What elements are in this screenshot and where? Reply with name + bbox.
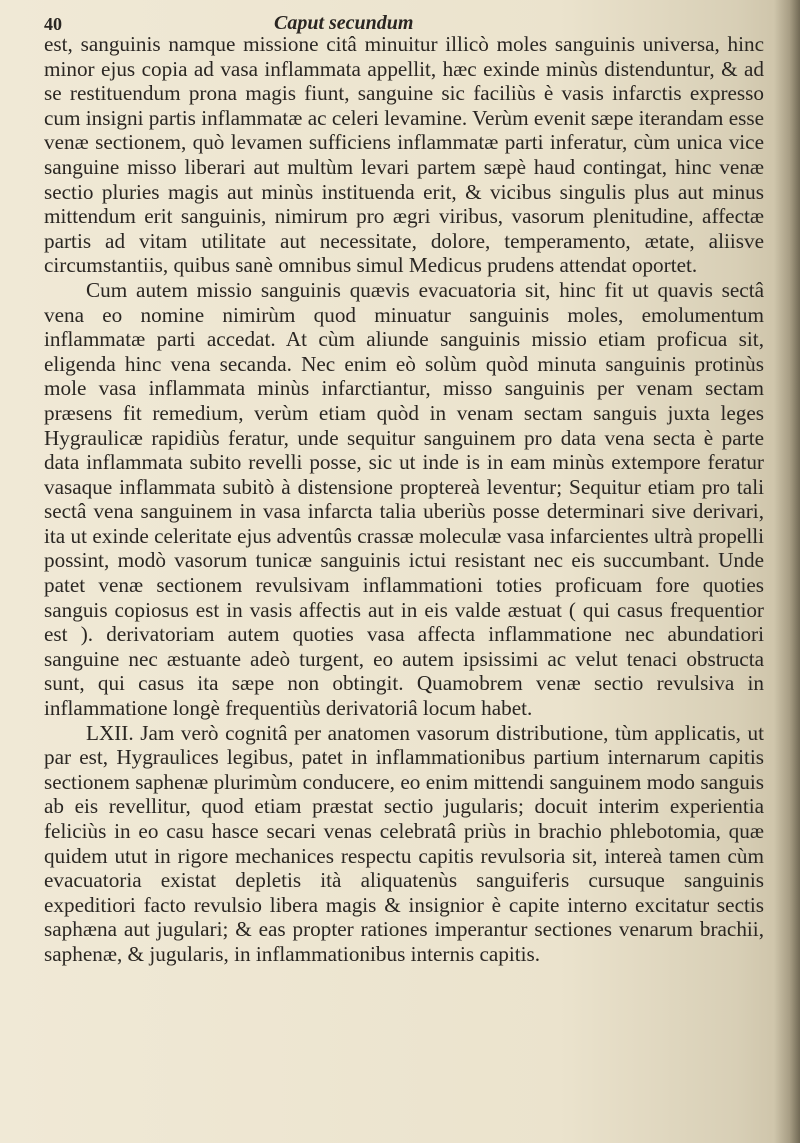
page-gutter-shadow: [774, 0, 800, 1143]
paragraph-section-lxii: LXII. Jam verò cognitâ per anatomen vasorum distributione, tùm applicatis, ut par est, Hygraulices legibus, patet in inflammationibus partium internarum capitis sectionem saphenæ plurimùm conducere, eo enim mittendi sanguinem modo sanguis ab eis revellitur, quod etiam præstat sectio jugularis; docuit interim experientia feliciùs in eo casu hasce secari venas celebratâ priùs in brachio phlebotomia, quæ quidem utut in rigore mechanices respectu capitis revulsoria sit, intereà tamen cùm evacuatoria existat depletis ità aliquatenùs sanguiferis cursuque sanguinis expeditiori facto revulsio libera magis & insignior è capite interno excitatur sectis saphæna aut jugulari; & eas propter rationes imperantur sectiones venarum brachii, saphenæ, & jugularis, in inflammationibus internis capitis.: [44, 720, 764, 966]
paragraph-continuation: est, sanguinis namque missione citâ minuitur illicò moles sanguinis universa, hinc minor ejus copia ad vasa inflammata appellit, hæc exinde minùs distenduntur, & ad se restituendum prona magis fiunt, sanguine sic faciliùs è vasis infarctis expresso cum insigni partis inflammatæ ac celeri levamine. Verùm evenit sæpe iterandam esse venæ sectionem, quò levamen sufficiens inflammatæ parti inferatur, cùm unica vice sanguine misso liberari aut multùm levari partem sæpè haud contingat, hinc venæ sectio pluries magis aut minùs instituenda erit, & vicibus singulis plus aut minus mittendum erit sanguinis, nimirum pro ægri viribus, vasorum plenitudine, affectæ partis ad vitam utilitate aut necessitate, dolore, temperamento, ætate, aliisve circumstantiis, quibus sanè omnibus simul Medicus prudens attendat oportet.: [44, 32, 764, 278]
body-text: [44, 32, 764, 967]
running-head: Caput secundum: [274, 12, 414, 34]
page-number: 40: [44, 14, 62, 34]
paragraph-vena-secanda: Cum autem missio sanguinis quævis evacuatoria sit, hinc fit ut quavis sectâ vena eo nomine nimirùm quod minuatur sanguinis moles, emolumentum inflammatæ parti accedat. At cùm aliunde sanguinis missio etiam proficua sit, eligenda hinc vena secanda. Nec enim eò solùm quòd minuta sanguinis protinùs mole vasa inflammata minùs infarctiantur, misso sanguinis per venam sectam præsens fit remedium, verùm etiam quòd in venam sectam sanguis juxta leges Hygraulicæ rapidiùs feratur, unde sequitur sanguinem pro data vena secta è parte data inflammata subito revelli posse, sic ut inde is in eam minùs extempore feratur vasaque inflammata subitò à distensione proptereà leventur; Sequitur etiam pro tali sectâ vena sanguinem in vasa infarcta talia uberiùs posse determinari sive derivari, ita ut exinde celeritate ejus adventûs crassæ moleculæ vasa infarcientes ultrà propelli possint, modò vasorum tunicæ sanguinis ictui resistant nec eis succumbant. Unde patet venæ sectionem revulsivam inflammationi toties proficuam fore quoties sanguis copiosus est in vasis affectis aut in eis valde æstuat ( qui casus frequentior est ). derivatoriam autem quoties vasa affecta inflammatione nec abundatiori sanguine nec æstuante adeò turgent, eo autem ipsissimi ac velut tenaci obstructa sunt, qui casus ita sæpe non obtingit. Quamobrem venæ sectio revulsiva in inflammatione longè frequentiùs derivatoriâ locum habet.: [44, 277, 764, 721]
